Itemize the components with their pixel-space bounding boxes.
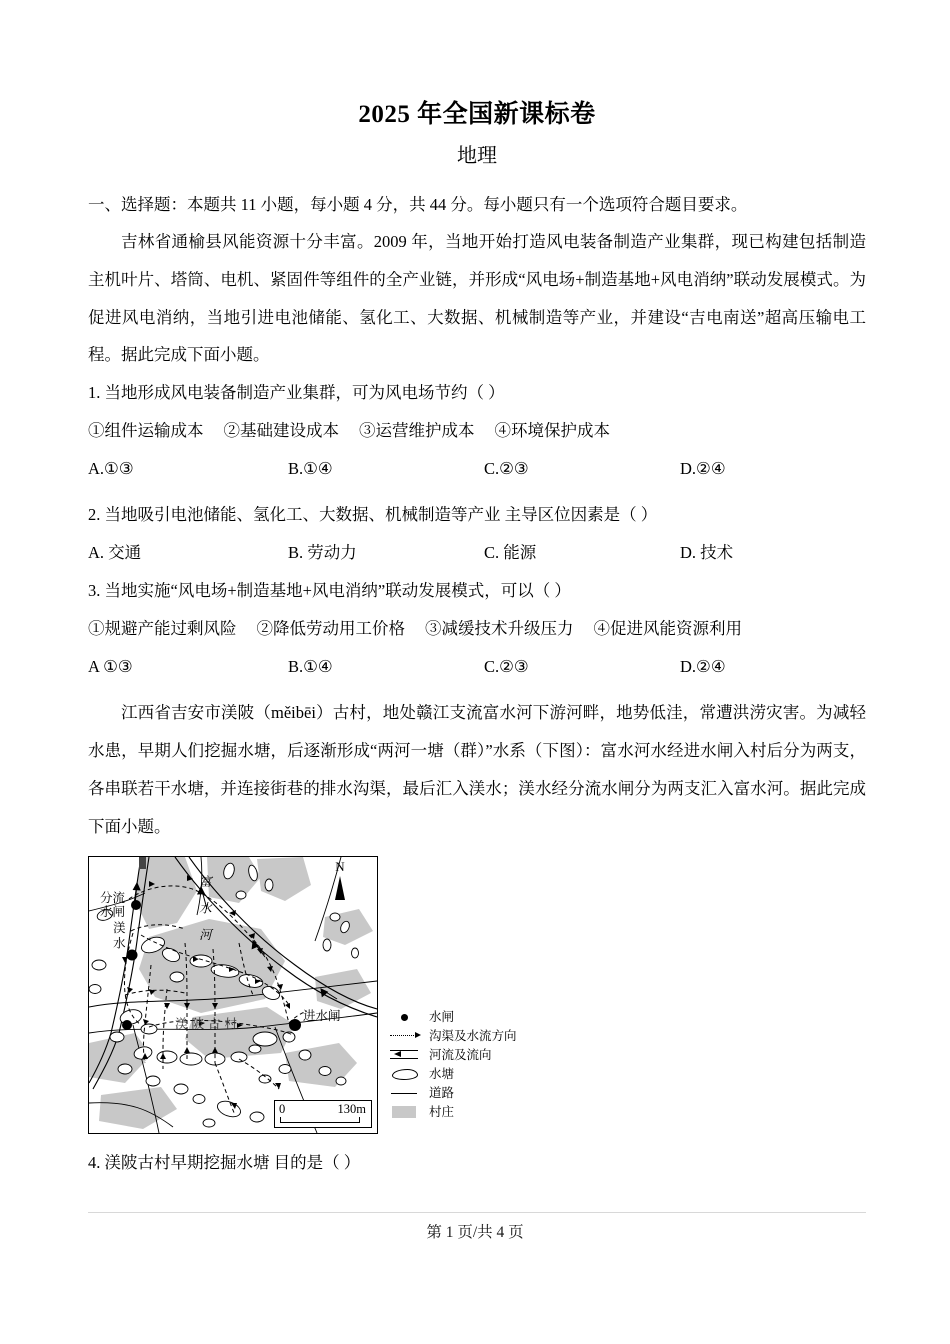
question-3-option-c[interactable]: C.②③ xyxy=(484,657,529,677)
map-label-diversion-gate: 分流 水闸 xyxy=(100,890,126,920)
diversion-gate-dot-south xyxy=(127,949,138,960)
map-label-mei-river: 渼水 xyxy=(111,920,126,952)
water-gate-icon xyxy=(388,1009,422,1025)
legend-label-river: 河流及流向 xyxy=(429,1048,492,1063)
question-3-item-1: ①规避产能过剩风险 xyxy=(88,619,237,639)
question-3-options xyxy=(88,648,866,686)
question-1-item-1: ①组件运输成本 xyxy=(88,421,204,441)
question-3-option-b[interactable]: B.①④ xyxy=(288,657,333,677)
map-scale-bar xyxy=(274,1100,372,1128)
legend-label-water-gate: 水闸 xyxy=(429,1010,455,1025)
question-1-options xyxy=(88,450,866,488)
question-2-options xyxy=(88,534,866,572)
subject-title: 地理 xyxy=(457,144,497,167)
map-label-village: 渼陂古村 xyxy=(175,1016,242,1031)
legend-label-road: 道路 xyxy=(429,1086,455,1101)
question-2-option-a[interactable]: A. 交通 xyxy=(88,543,142,563)
sluice-structure xyxy=(139,857,146,869)
question-1-item-4: ④环境保护成本 xyxy=(494,421,610,441)
legend-item-river xyxy=(388,1046,568,1065)
scale-min: 0 xyxy=(279,1101,286,1116)
map-frame xyxy=(88,856,378,1134)
legend-item-pond xyxy=(388,1065,568,1084)
river-flow-icon xyxy=(388,1047,422,1063)
question-1-option-d[interactable]: D.②④ xyxy=(680,459,726,479)
question-3-items xyxy=(88,610,866,648)
map-label-intake-gate: 进水闸 xyxy=(303,1008,341,1023)
scale-max: 130m xyxy=(337,1101,366,1116)
page-title: 2025 年全国新课标卷 xyxy=(358,101,596,128)
question-2-stem: 2. 当地吸引电池储能、氢化工、大数据、机械制造等产业 主导区位因素是（ ） xyxy=(88,505,658,525)
legend-item-water-gate xyxy=(388,1008,568,1027)
legend-item-village xyxy=(388,1103,568,1122)
map-label-fu-river: 富水河 xyxy=(197,874,212,955)
question-1-stem: 1. 当地形成风电装备制造产业集群，可为风电场节约（ ） xyxy=(88,383,505,403)
question-2-option-b[interactable]: B. 劳动力 xyxy=(288,543,357,563)
page-footer: 第 1 页/共 4 页 xyxy=(426,1224,524,1241)
diversion-gate-dot-north xyxy=(131,900,141,910)
intake-gate-dot xyxy=(289,1019,301,1031)
map-legend xyxy=(388,1008,568,1122)
question-3-option-d[interactable]: D.②④ xyxy=(680,657,726,677)
question-3-item-3: ③减缓技术升级压力 xyxy=(425,619,574,639)
question-2-option-c[interactable]: C. 能源 xyxy=(484,543,537,563)
legend-label-canal: 沟渠及水流方向 xyxy=(429,1029,517,1044)
scale-bar-graphic xyxy=(280,1117,360,1123)
north-arrow xyxy=(329,859,351,900)
question-1-item-2: ②基础建设成本 xyxy=(223,421,339,441)
question-3-item-4: ④促进风能资源利用 xyxy=(593,619,742,639)
question-1-item-3: ③运营维护成本 xyxy=(359,421,475,441)
north-arrow-glyph xyxy=(335,876,345,900)
legend-item-canal xyxy=(388,1027,568,1046)
gate-dot-west xyxy=(122,1020,132,1030)
legend-label-village: 村庄 xyxy=(429,1105,455,1120)
section-heading: 一、选择题：本题共 11 小题，每小题 4 分，共 44 分。每小题只有一个选项符合题目要求。 xyxy=(88,194,748,214)
legend-item-road xyxy=(388,1084,568,1103)
pond-icon xyxy=(388,1066,422,1082)
passage-1: 吉林省通榆县风能资源十分丰富。2009 年，当地开始打造风电装备制造产业集群，现已构建包括制造主机叶片、塔筒、电机、紧固件等组件的全产业链，并形成“风电场+制造基地+风电消纳”联动发展模式。为促进风电消纳，当地引进电池储能、氢化工、大数据、机械制造等产业，并建设“吉电南送”超高压输电工程。据此完成下面小题。 xyxy=(88,231,866,365)
question-4-stem: 4. 渼陂古村早期挖掘水塘 目的是（ ） xyxy=(88,1152,361,1172)
question-1-option-a[interactable]: A.①③ xyxy=(88,459,134,479)
footer-divider xyxy=(88,1212,866,1213)
question-1-items xyxy=(88,412,866,450)
road-icon xyxy=(388,1085,422,1101)
north-label: N xyxy=(335,858,345,874)
meibei-village-map-figure xyxy=(88,856,517,1138)
legend-label-pond: 水塘 xyxy=(429,1067,455,1082)
page-content xyxy=(88,96,866,1182)
question-1-option-c[interactable]: C.②③ xyxy=(484,459,529,479)
village-area-icon xyxy=(388,1104,422,1120)
question-3-option-a[interactable]: A ①③ xyxy=(88,657,133,677)
passage-2: 江西省吉安市渼陂（měibēi）古村，地处赣江支流富水河下游河畔，地势低洼，常遭洪涝灾害。为减轻水患，早期人们挖掘水塘，后逐渐形成“两河一塘（群）”水系（下图）：富水河水经进水闸入村后分为两支，各串联若干水塘，并连接街巷的排水沟渠，最后汇入渼水；渼水经分流水闸分为两支汇入富水河。据此完成下面小题。 xyxy=(88,703,866,836)
canal-flow-icon xyxy=(388,1028,422,1044)
question-3-item-2: ②降低劳动用工价格 xyxy=(256,619,405,639)
question-1-option-b[interactable]: B.①④ xyxy=(288,459,333,479)
question-2-option-d[interactable]: D. 技术 xyxy=(680,543,734,563)
question-3-stem: 3. 当地实施“风电场+制造基地+风电消纳”联动发展模式，可以（ ） xyxy=(88,581,571,601)
